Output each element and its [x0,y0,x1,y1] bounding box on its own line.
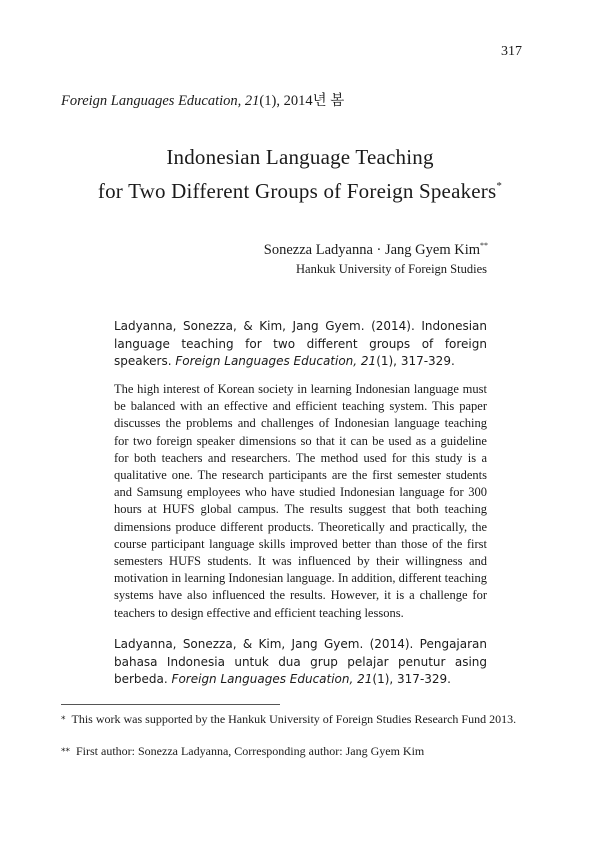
title-line-2-text: for Two Different Groups of Foreign Speakers [97,179,497,203]
title-footnote-mark: * [496,180,503,192]
author-affiliation: Hankuk University of Foreign Studies [296,262,487,276]
citation-indonesian [114,636,487,689]
journal-issue-year: (1), 2014년 봄 [259,93,345,109]
footnote-funding-mark: * [61,715,66,725]
citation-english-text: Ladyanna, Sonezza, & Kim, Jang Gyem. (2014). Indonesian language teaching for two different groups of foreign speakers. [114,319,487,368]
page-number: 317 [501,44,522,59]
citation-english-journal: Foreign Languages Education, 21 [175,354,377,368]
footnote-authors-mark: ** [61,747,70,757]
author-footnote-mark: ** [480,241,488,250]
paper-title [40,143,560,206]
title-line-2 [40,172,560,206]
footnote-authors-text: First author: Sonezza Ladyanna, Corresponding author: Jang Gyem Kim [76,744,425,758]
author-names [264,241,488,259]
citation-indonesian-journal: Foreign Languages Education, 21 [171,672,373,686]
citation-indonesian-pages: (1), 317-329. [372,672,451,686]
footnote-funding [61,711,547,728]
footnote-funding-text: This work was supported by the Hankuk University of Foreign Studies Research Fund 2013. [71,712,517,726]
title-line-1: Indonesian Language Teaching [166,145,434,169]
journal-name: Foreign Languages Education, [61,93,242,109]
footnote-divider [61,704,280,705]
citation-indonesian-text: Ladyanna, Sonezza, & Kim, Jang Gyem. (2014). Pengajaran bahasa Indonesia untuk dua grup pelajar penutur asing berbeda. [114,637,487,686]
author-names-text: Sonezza Ladyanna · Jang Gyem Kim [263,242,480,258]
citation-english-pages: (1), 317-329. [376,354,455,368]
journal-volume: 21 [244,93,260,109]
citation-english [114,318,487,371]
abstract: The high interest of Korean society in learning Indonesian language must be balanced with an effective and efficient teaching system. This paper discusses the problems and challenges of Indonesian language teaching for two foreign speaker dimensions so that it can be used as a guideline for both teachers and researchers. The method used for this study is a qualitative one. The research participants are the first semester students and Samsung employees who have studied Indonesian language for 300 hours at HUFS global campus. The results suggest that both teaching dimensions produce different products. Theoretically and practically, the course participant language skills improved better than those of the first semesters HUFS students. It was influenced by their willingness and motivation in learning Indonesian language. In addition, different teaching systems have also influenced the results. However, it is a challenge for teachers to design effective and efficient teaching lessons. [114,382,487,620]
footnote-authors [61,743,547,760]
journal-header [61,89,344,110]
